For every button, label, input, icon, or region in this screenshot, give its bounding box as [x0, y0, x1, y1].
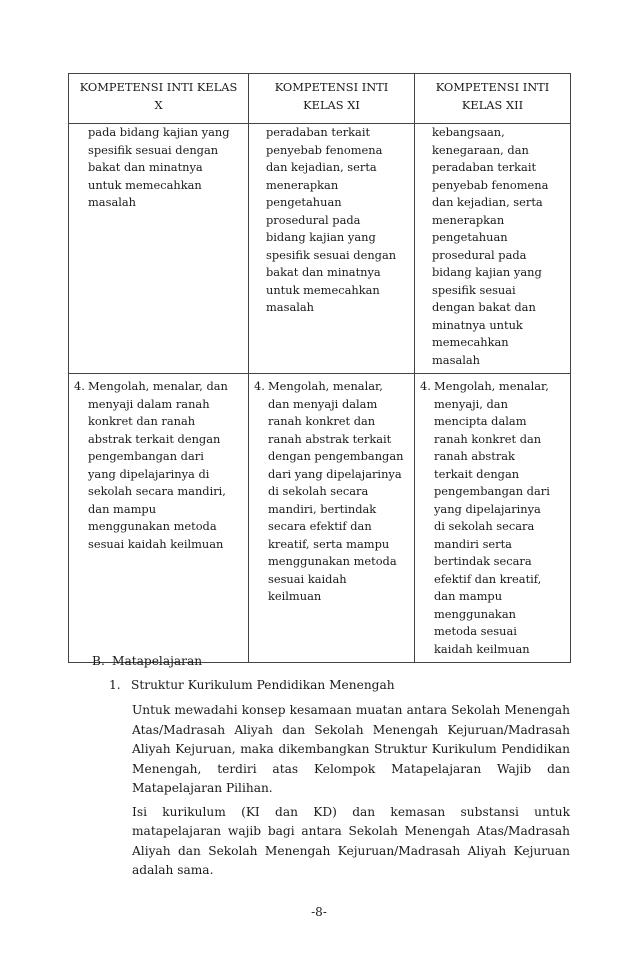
paragraph: Isi kurikulum (KI dan KD) dan kemasan substansi untuk matapelajaran wajib bagi antara Sekolah Menengah Atas/Madrasah Aliyah dan Sekolah Menengah Kejuruan/Madrasah Aliyah Kejuruan adalah sama.	[132, 804, 570, 877]
cell-line: secara efektif dan	[268, 519, 372, 533]
cell-line: sesuai kaidah	[268, 571, 347, 586]
cell-line: bidang kajian yang	[266, 230, 376, 244]
cell-line: dengan pengembangan	[268, 449, 404, 463]
cell-xi-item-4	[249, 374, 415, 663]
cell-line: bidang kajian yang	[432, 265, 542, 279]
subsection-title: Struktur Kurikulum Pendidikan Menengah	[131, 677, 395, 692]
cell-line: konkret dan ranah	[88, 414, 196, 428]
item-text	[268, 378, 410, 606]
cell-line: kebangsaan,	[432, 125, 505, 139]
cell-line: sesuai kaidah keilmuan	[88, 536, 224, 551]
header-kelas-xi: KOMPETENSI INTI KELAS XI	[249, 74, 415, 124]
cell-line: Mengolah, menalar,	[434, 379, 549, 393]
cell-line: mencipta dalam	[434, 414, 527, 428]
cell-line: yang dipelajarinya	[434, 501, 541, 516]
cell-line: untuk memecahkan	[88, 177, 202, 192]
cell-line: menggunakan	[434, 606, 516, 621]
cell-line: pengembangan dari	[88, 449, 204, 463]
cell-line: spesifik sesuai dengan	[266, 247, 397, 262]
cell-line: dan menyaji dalam	[268, 396, 378, 411]
cell-xii-item-4	[415, 374, 571, 663]
table-header-row	[69, 74, 571, 124]
cell-line: ranah abstrak terkait	[268, 431, 392, 446]
cell-line: dari yang dipelajarinya	[268, 466, 402, 481]
cell-line: ranah konkret dan	[268, 414, 376, 428]
section-heading	[92, 652, 570, 672]
cell-line: abstrak terkait dengan	[88, 431, 221, 446]
cell-line: minatnya untuk	[432, 317, 523, 332]
competency-table	[68, 73, 571, 663]
item-text	[88, 378, 244, 553]
cell-line: bakat dan minatnya	[88, 160, 203, 174]
cell-line: di sekolah secara	[268, 484, 369, 498]
cell-line: masalah	[266, 300, 314, 314]
cell-line: dan mampu	[434, 589, 503, 603]
cell-line: peradaban terkait	[266, 125, 371, 139]
cell-line: dan mampu	[88, 501, 157, 516]
cell-line: pengetahuan	[266, 195, 342, 209]
cell-line: masalah	[88, 195, 136, 209]
cell-line: menyaji dalam ranah	[88, 396, 210, 411]
page-number: -8-	[311, 905, 327, 919]
cell-line: menerapkan	[432, 212, 505, 227]
section-label: B.	[92, 654, 105, 668]
cell-line: ranah abstrak	[434, 449, 515, 463]
cell-line: yang dipelajarinya di	[88, 466, 210, 481]
header-kelas-x: KOMPETENSI INTI KELAS X	[69, 74, 249, 124]
section-b	[92, 652, 570, 881]
cell-line: spesifik sesuai dengan	[88, 142, 219, 157]
cell-line: bertindak secara	[434, 554, 532, 568]
cell-line: pengembangan dari	[434, 484, 550, 498]
cell-line: dan kejadian, serta	[432, 195, 543, 209]
cell-line: Mengolah, menalar, dan	[88, 379, 228, 393]
cell-line: bakat dan minatnya	[266, 265, 381, 279]
cell-x-continuation	[69, 124, 249, 374]
item-text	[434, 378, 566, 658]
cell-line: metoda sesuai	[434, 624, 517, 638]
paragraph: Untuk mewadahi konsep kesamaan muatan antara Sekolah Menengah Atas/Madrasah Aliyah dan Sekolah Menengah Kejuruan/Madrasah Aliyah Kejuruan, maka dikembangkan Struktur Kurikulum Pendidikan Menengah, terdiri atas Kelompok Matapelajaran Wajib dan Matapelajaran Pilihan.	[132, 703, 570, 795]
cell-line: dan kejadian, serta	[266, 160, 377, 174]
subsection-heading	[109, 676, 570, 696]
cell-line: masalah	[432, 352, 480, 367]
item-number: 4.	[420, 379, 431, 393]
cell-line: menggunakan metoda	[268, 554, 397, 568]
cell-line: spesifik sesuai	[432, 282, 516, 297]
cell-line: terkait dengan	[434, 466, 520, 481]
item-number: 4.	[254, 379, 265, 393]
header-kelas-xii: KOMPETENSI INTI KELAS XII	[415, 74, 571, 124]
table-row-4	[69, 374, 571, 663]
cell-line: prosedural pada	[266, 212, 361, 227]
cell-line: kaidah keilmuan	[434, 641, 530, 656]
cell-line: dengan bakat dan	[432, 300, 536, 314]
cell-line: memecahkan	[432, 335, 509, 349]
cell-line: penyebab fenomena	[432, 177, 549, 192]
section-title: Matapelajaran	[112, 654, 203, 668]
cell-line: penyebab fenomena	[266, 142, 383, 157]
subsection-number: 1.	[109, 677, 121, 692]
cell-line: menyaji, dan	[434, 396, 508, 411]
cell-xi-continuation	[249, 124, 415, 374]
cell-line: efektif dan kreatif,	[434, 571, 542, 586]
cell-line: pada bidang kajian yang	[88, 125, 230, 139]
cell-line: mandiri serta	[434, 536, 512, 551]
cell-line: kreatif, serta mampu	[268, 536, 390, 551]
cell-line: menggunakan metoda	[88, 519, 217, 533]
cell-xii-continuation	[415, 124, 571, 374]
cell-line: ranah konkret dan	[434, 431, 542, 446]
table-row-continuation	[69, 124, 571, 374]
cell-line: sekolah secara mandiri,	[88, 484, 226, 498]
cell-line: mandiri, bertindak	[268, 501, 377, 516]
cell-line: pengetahuan	[432, 230, 508, 244]
cell-line: menerapkan	[266, 177, 339, 192]
cell-line: prosedural pada	[432, 247, 527, 262]
cell-line: peradaban terkait	[432, 160, 537, 174]
item-number: 4.	[74, 379, 85, 393]
cell-line: Mengolah, menalar,	[268, 379, 383, 393]
cell-x-item-4	[69, 374, 249, 663]
cell-line: di sekolah secara	[434, 519, 535, 533]
cell-line: untuk memecahkan	[266, 282, 380, 297]
cell-line: kenegaraan, dan	[432, 142, 529, 157]
cell-line: keilmuan	[268, 589, 322, 603]
